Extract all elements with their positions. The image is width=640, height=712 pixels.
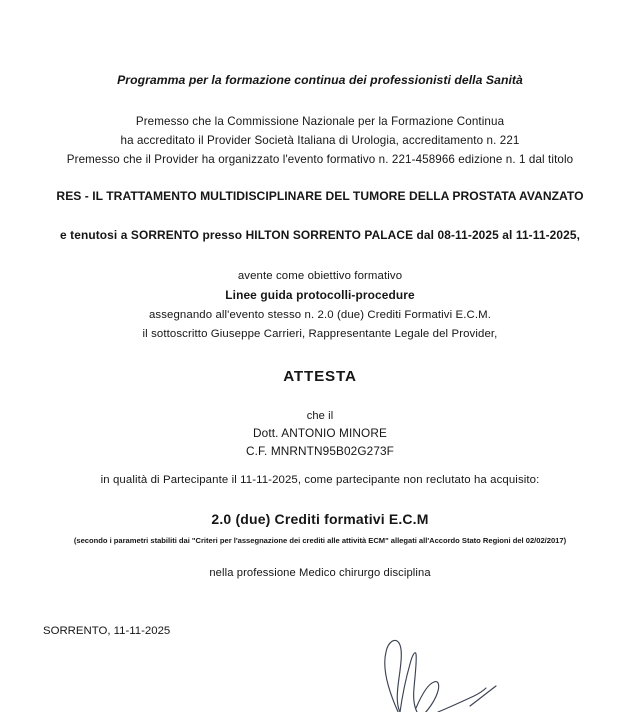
credits-awarded: 2.0 (due) Crediti formativi E.C.M [211,511,429,528]
objective-intro: avente come obiettivo formativo [237,269,403,282]
premise-block [34,114,606,167]
recipient-name: Dott. ANTONIO MINORE [253,426,387,441]
credits-assigned-line: assegnando all'evento stesso n. 2.0 (due) Crediti Formativi E.C.M. [148,309,492,322]
credits-fineprint: (secondo i parametri stabiliti dai "Criteri per l'assegnazione dei crediti alle attività ECM" allegati all'Accordo Stato Regioni del 02/02/2017) [73,535,567,545]
premise-line-3: Premesso che il Provider ha organizzato l'evento formativo n. 221-458966 edizione n. 1 dal titolo [66,152,574,166]
profession-line: nella professione Medico chirurgo disciplina [209,566,431,579]
programme-heading: Programma per la formazione continua dei professionisti della Sanità [117,73,523,87]
signature-icon [366,628,576,712]
objective-value: Linee guida protocolli-procedure [225,287,415,302]
recipient-intro: che il [306,409,334,422]
place-and-date: SORRENTO, 11-11-2025 [43,625,171,637]
premise-line-1: Premesso che la Commissione Nazionale per la Formazione Continua [135,115,505,129]
attestation-word: ATTESTA [283,368,357,386]
participation-capacity-line: in qualità di Partecipante il 11-11-2025, come partecipante non reclutato ha acquisito: [100,474,540,487]
signature-mark [366,628,576,712]
certificate-page [0,72,640,712]
event-venue-dates: e tenutosi a SORRENTO presso HILTON SORRENTO PALACE dal 08-11-2025 al 11-11-2025, [59,227,580,242]
event-title: RES - IL TRATTAMENTO MULTIDISCIPLINARE DEL TUMORE DELLA PROSTATA AVANZATO [56,188,584,203]
premise-line-2: ha accreditato il Provider Società Italiana di Urologia, accreditamento n. 221 [120,133,520,147]
undersigned-representative-line: il sottoscritto Giuseppe Carrieri, Rappresentante Legale del Provider, [142,328,498,341]
recipient-fiscal-code: C.F. MNRNTN95B02G273F [245,443,394,458]
